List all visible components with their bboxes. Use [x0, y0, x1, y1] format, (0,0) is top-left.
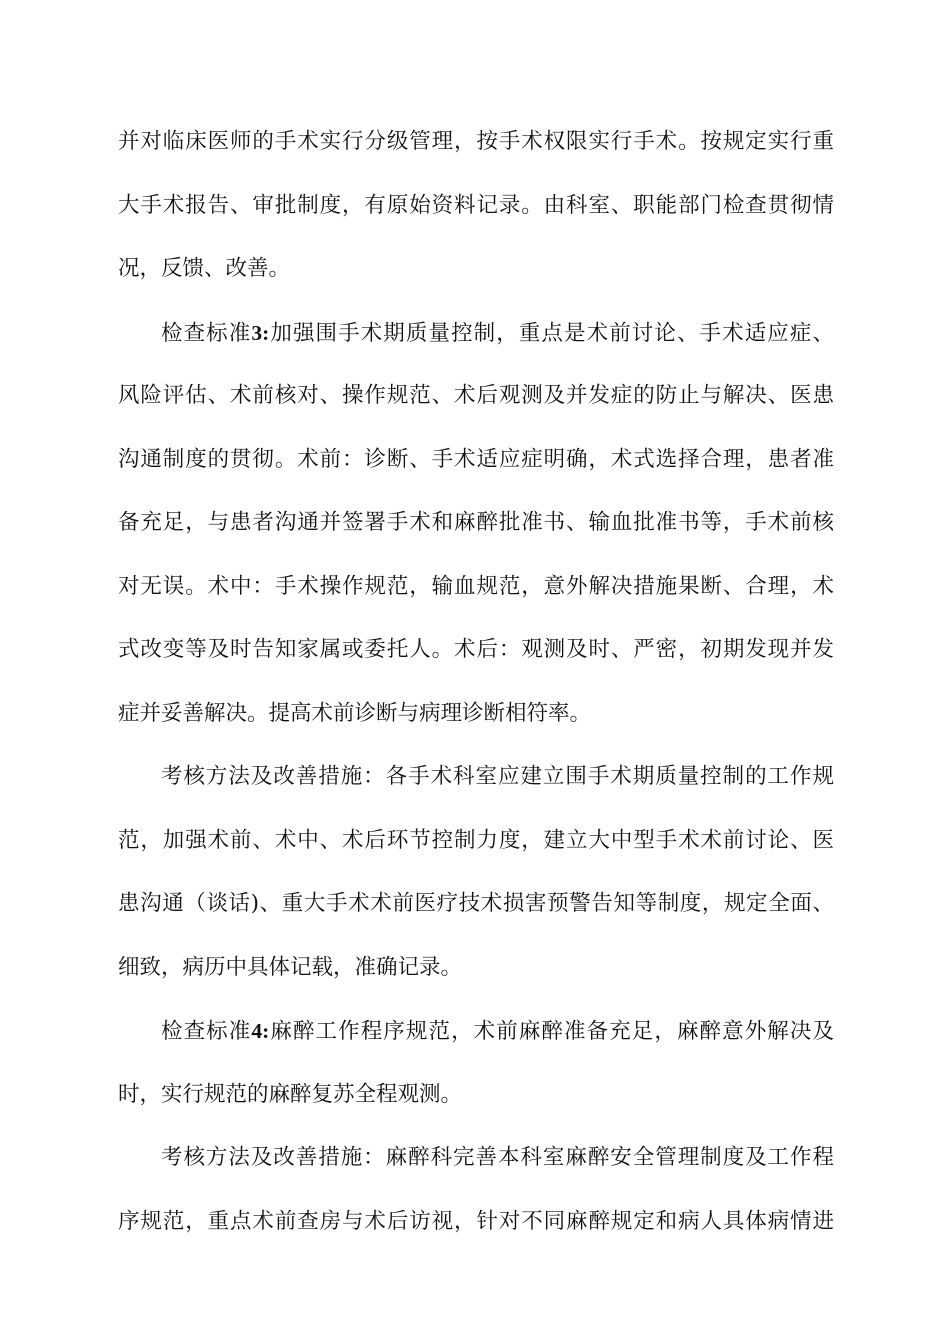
paragraph-3-line-4: 细致，病历中具体记载，准确记录。 [118, 955, 463, 980]
paragraph-2-line-3: 沟通制度的贯彻。术前：诊断、手术适应症明确，术式选择合理，患者准 [118, 447, 834, 472]
criterion-number: 3: [251, 321, 270, 345]
paragraph-3-line-3: 患沟通（谈话)、重大手术术前医疗技术损害预警告知等制度，规定全面、 [118, 891, 834, 916]
paragraph-1-line-1: 并对临床医师的手术实行分级管理，按手术权限实行手术。按规定实行重 [118, 129, 834, 154]
paragraph-4-line-2: 时，实行规范的麻醉复苏全程观测。 [118, 1082, 463, 1107]
criterion-label: 检查标准 [161, 1019, 252, 1044]
paragraph-2-line-6: 式改变等及时告知家属或委托人。术后：观测及时、严密，初期发现并发 [118, 637, 834, 662]
paragraph-3-line-2: 范，加强术前、术中、术后环节控制力度，建立大中型手术术前讨论、医 [118, 828, 834, 853]
paragraph-3-line-1: 考核方法及改善措施：各手术科室应建立围手术期质量控制的工作规 [161, 764, 834, 789]
paragraph-2-line-4: 备充足，与患者沟通并签署手术和麻醉批准书、输血批准书等，手术前核 [118, 510, 834, 535]
paragraph-2-line-2: 风险评估、术前核对、操作规范、术后观测及并发症的防止与解决、医患 [118, 383, 834, 408]
paragraph-4-line-1 [161, 1011, 834, 1051]
criterion-text: 麻醉工作程序规范，术前麻醉准备充足，麻醉意外解决及 [269, 1019, 834, 1044]
paragraph-2-line-7: 症并妥善解决。提高术前诊断与病理诊断相符率。 [118, 701, 592, 726]
paragraph-5-line-1: 考核方法及改善措施：麻醉科完善本科室麻醉安全管理制度及工作程 [161, 1145, 834, 1170]
criterion-number: 4: [251, 1019, 270, 1043]
paragraph-5-line-2: 序规范，重点术前查房与术后访视，针对不同麻醉规定和病人具体病情进 [118, 1209, 834, 1234]
paragraph-2-line-5: 对无误。术中：手术操作规范，输血规范，意外解决措施果断、合理，术 [118, 574, 834, 599]
criterion-text: 加强围手术期质量控制，重点是术前讨论、手术适应症、 [269, 321, 834, 346]
paragraph-1-line-3: 况，反馈、改善。 [118, 256, 291, 281]
paragraph-2-line-1 [161, 313, 834, 353]
paragraph-1-line-2: 大手术报告、审批制度，有原始资料记录。由科室、职能部门检查贯彻情 [118, 193, 834, 218]
criterion-label: 检查标准 [161, 321, 252, 346]
